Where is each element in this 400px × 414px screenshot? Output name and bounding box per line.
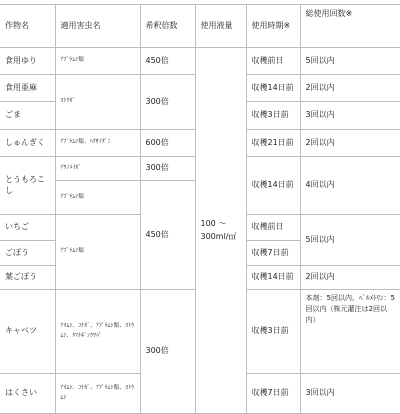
pest-cell: ｱﾌﾞﾗﾑｼ類 — [55, 48, 140, 75]
max-use-cell: 5回以内 — [300, 215, 400, 266]
header-crop: 作物名 — [0, 5, 55, 48]
header-max-use: 総使用回数※ — [300, 5, 400, 48]
crop-cell: しゅんぎく — [0, 130, 55, 157]
max-use-cell: 2回以内 — [300, 130, 400, 157]
pest-cell: ｱｵﾑｼ、ｺﾅｶﾞ、ｱﾌﾞﾗﾑｼ類、ﾖﾄｳﾑｼ、ﾀﾏﾅｷﾞﾝｳﾜﾊﾞ — [55, 290, 140, 374]
max-use-cell: 3回以内 — [300, 374, 400, 414]
crop-cell: ごぼう — [0, 241, 55, 266]
timing-cell: 収穫7日前 — [246, 374, 300, 414]
max-use-cell: 4回以内 — [300, 157, 400, 215]
header-liquid: 使用液量 — [195, 5, 246, 48]
timing-cell: 収穫14日前 — [246, 75, 300, 102]
header-dilution: 希釈倍数 — [140, 5, 195, 48]
crop-cell: キャベツ — [0, 290, 55, 374]
timing-cell: 収穫3日前 — [246, 102, 300, 130]
timing-cell: 収穫前日 — [246, 215, 300, 241]
crop-cell: とうもろこし — [0, 157, 55, 215]
crop-cell: 食用ゆり — [0, 48, 55, 75]
timing-cell: 収穫7日前 — [246, 241, 300, 266]
timing-cell: 収穫14日前 — [246, 266, 300, 290]
pest-cell: ｱﾌﾞﾗﾑｼ類 — [55, 215, 140, 290]
dilution-cell: 300倍 — [140, 75, 195, 130]
crop-cell: はくさい — [0, 374, 55, 414]
pest-cell: ｱﾌﾞﾗﾑｼ類、ﾊｸｻｲﾀﾞﾆ — [55, 130, 140, 157]
dilution-cell: 300倍 — [140, 157, 195, 181]
pest-cell: ｱﾌﾞﾗﾑｼ類 — [55, 181, 140, 215]
timing-cell: 収穫3日前 — [246, 290, 300, 374]
liquid-amount-cell: 100 ～ 300ml/㎡ — [195, 48, 246, 414]
pest-cell: ﾖﾄｳｶﾞ — [55, 75, 140, 130]
timing-cell: 収穫14日前 — [246, 157, 300, 215]
max-use-cell: 3回以内 — [300, 102, 400, 130]
max-use-cell: 5回以内 — [300, 48, 400, 75]
pesticide-usage-table — [0, 4, 400, 414]
timing-cell: 収穫前日 — [246, 48, 300, 75]
header-row — [0, 5, 400, 48]
dilution-cell: 600倍 — [140, 130, 195, 157]
header-pest: 適用害虫名 — [55, 5, 140, 48]
dilution-cell: 300倍 — [140, 290, 195, 414]
crop-cell: ごま — [0, 102, 55, 130]
crop-cell: 食用亜麻 — [0, 75, 55, 102]
table-row — [0, 48, 400, 75]
timing-cell: 収穫21日前 — [246, 130, 300, 157]
max-use-cell: 本剤：5回以内。ﾍﾟﾙﾒﾄﾘﾝ：5回以内（株元灌注は2回以内） — [300, 290, 400, 374]
dilution-cell: 450倍 — [140, 181, 195, 290]
crop-cell: いちご — [0, 215, 55, 241]
crop-cell: 葉ごぼう — [0, 266, 55, 290]
pest-cell: ｱｵﾑｼ、ｺﾅｶﾞ、ｱﾌﾞﾗﾑｼ類、ﾖﾄｳﾑｼ — [55, 374, 140, 414]
max-use-cell: 2回以内 — [300, 266, 400, 290]
pest-cell: ｱﾜﾉﾒｲｶﾞ — [55, 157, 140, 181]
dilution-cell: 450倍 — [140, 48, 195, 75]
header-timing: 使用時期※ — [246, 5, 300, 48]
max-use-cell: 2回以内 — [300, 75, 400, 102]
